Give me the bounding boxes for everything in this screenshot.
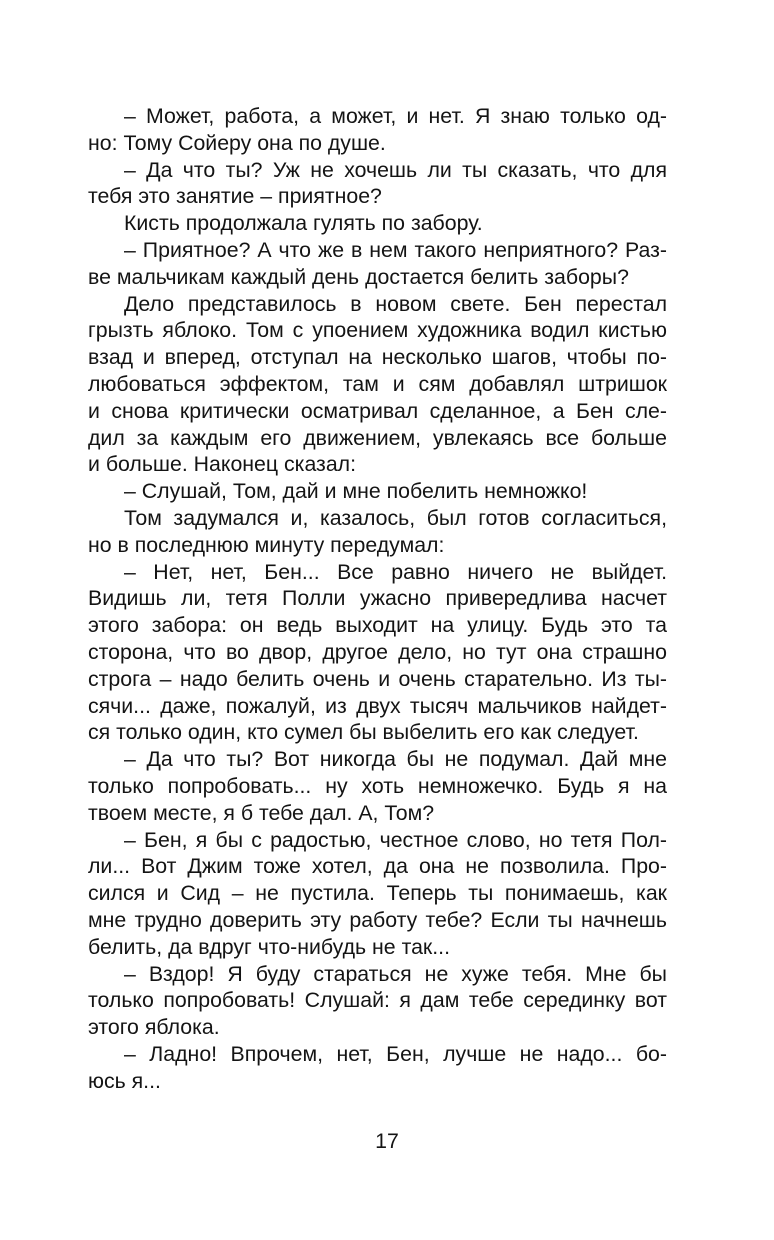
text-line: любоваться эффектом, там и сям добавлял штришок — [88, 371, 667, 396]
text-line: сторона, что во двор, другое дело, но тут она страшно — [88, 639, 667, 664]
text-line: – Ладно! Впрочем, нет, Бен, лучше не надо... бо- — [124, 1041, 667, 1066]
text-line: строга – надо белить очень и очень старательно. Из ты- — [88, 666, 667, 691]
text-line: – Да что ты? Вот никогда бы не подумал. Дай мне — [124, 747, 667, 772]
text-line: этого яблока. — [88, 1015, 220, 1040]
text-line: мне трудно доверить эту работу тебе? Если ты начнешь — [88, 907, 667, 932]
text-line: сячи... даже, пожалуй, из двух тысяч мальчиков найдет- — [88, 693, 667, 718]
text-line: и больше. Наконец сказал: — [88, 452, 357, 477]
text-line: и снова критически осматривал сделанное, а Бен сле- — [88, 398, 667, 423]
text-line: – Да что ты? Уж не хочешь ли ты сказать, что для — [124, 157, 667, 182]
text-line: – Может, работа, а может, и нет. Я знаю только од- — [124, 104, 667, 128]
text-line: Дело представилось в новом свете. Бен перестал — [124, 291, 667, 316]
text-line: Видишь ли, тетя Полли ужасно привередлива насчет — [88, 586, 667, 611]
text-line: Том задумался и, казалось, был готов согласиться, — [124, 505, 667, 530]
text-line: но в последнюю минуту передумал: — [88, 532, 445, 557]
text-line: но: Тому Сойеру она по душе. — [88, 130, 386, 155]
text-line: твоем месте, я б тебе дал. А, Том? — [88, 800, 435, 825]
body-text — [88, 103, 667, 1094]
text-line: юсь я... — [88, 1068, 161, 1093]
text-line: – Приятное? А что же в нем такого неприятного? Раз- — [124, 237, 667, 262]
text-line: – Слушай, Том, дай и мне побелить немножко! — [124, 479, 588, 504]
text-line: только попробовать! Слушай: я дам тебе серединку вот — [88, 988, 667, 1013]
text-line: только попробовать... ну хоть немножечко. Будь я на — [88, 773, 667, 798]
text-line: взад и вперед, отступал на несколько шагов, чтобы по- — [88, 345, 667, 370]
text-line: – Нет, нет, Бен... Все равно ничего не выйдет. — [124, 559, 667, 584]
page-number: 17 — [375, 1129, 399, 1153]
text-line: ли... Вот Джим тоже хотел, да она не позволила. Про- — [88, 854, 667, 879]
text-line: Кисть продолжала гулять по забору. — [124, 211, 483, 236]
text-line: сился и Сид – не пустила. Теперь ты понимаешь, как — [88, 881, 667, 906]
text-line: ве мальчикам каждый день достается белить заборы? — [88, 264, 629, 289]
text-line: этого забора: он ведь выходит на улицу. Будь это та — [88, 613, 667, 638]
text-line: ся только один, кто сумел бы выбелить его как следует. — [88, 720, 639, 745]
text-line: – Вздор! Я буду стараться не хуже тебя. Мне бы — [124, 961, 667, 986]
text-line: тебя это занятие – приятное? — [88, 184, 382, 209]
text-line: – Бен, я бы с радостью, честное слово, но тетя Пол- — [124, 827, 667, 852]
text-line: грызть яблоко. Том с упоением художника водил кистью — [88, 318, 667, 343]
text-line: дил за каждым его движением, увлекаясь все больше — [88, 425, 667, 450]
text-line: белить, да вдруг что-нибудь не так... — [88, 934, 450, 959]
